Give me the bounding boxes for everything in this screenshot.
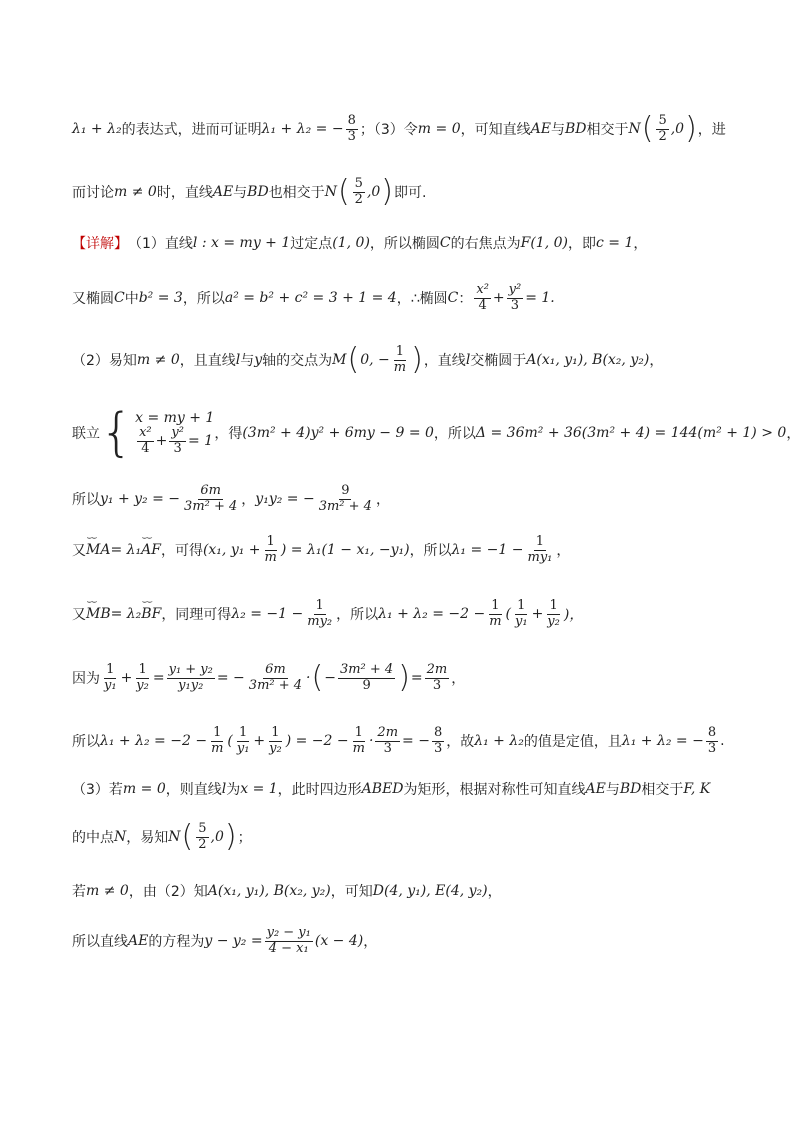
text: 轴的交点为	[262, 353, 333, 369]
math: x = my + 1	[135, 409, 215, 426]
math: C	[439, 235, 451, 251]
math: N	[324, 184, 337, 200]
text: ，即	[567, 236, 596, 252]
math: y	[254, 352, 263, 368]
math: a² = b² + c² = 3 + 1 = 4	[224, 290, 397, 306]
text-line-14	[72, 880, 732, 902]
fraction: $\frac{1}{\text{y₁}}$	[104, 661, 117, 693]
text: ，	[241, 492, 256, 508]
math: = −	[216, 670, 245, 686]
math: (x − 4)	[314, 933, 364, 949]
math: m ≠ 0	[86, 883, 129, 899]
math: l	[221, 781, 227, 797]
text: 所以	[72, 492, 100, 508]
text: （1）直线	[128, 236, 193, 252]
math: λ₂ = −1 −	[231, 606, 304, 622]
math: λ₁ + λ₂ = −	[621, 733, 704, 749]
text: ：	[458, 291, 473, 307]
text-line-12	[72, 778, 732, 800]
text: ，所以椭圆	[369, 236, 440, 252]
text: ，可知直线	[460, 122, 531, 138]
math: = 1	[187, 433, 214, 449]
text: ，	[487, 884, 502, 900]
math: ) = −2 −	[285, 733, 349, 749]
text: 为矩形，根据对称性可知直线	[403, 782, 586, 798]
text: 交椭圆于	[470, 353, 527, 369]
fraction: $\frac{5}{2}$	[354, 175, 363, 207]
text: 与	[605, 782, 620, 798]
text: 的方程为	[148, 934, 205, 950]
math: Δ = 36m² + 36(3m² + 4) = 144(m² + 1) > 0	[475, 425, 787, 441]
fraction: $\frac{1}{\text{y₂}}$	[269, 724, 282, 756]
text: ，	[375, 492, 390, 508]
fraction: $\frac{\text{y₁ + y₂}}{\text{y₁y₂}}$	[168, 661, 213, 693]
fraction: $\frac{\text{y²}}{3}$	[508, 281, 522, 313]
fraction: $\frac{6m}{\text{3m² + 4}}$	[184, 482, 238, 514]
text: 的值是定值，且	[523, 734, 622, 750]
text: （3）若	[72, 782, 123, 798]
text: 与	[240, 353, 255, 369]
math: 0, −	[360, 352, 390, 368]
math: AE	[212, 184, 234, 200]
text: ，	[451, 671, 466, 687]
math: BD	[619, 781, 642, 797]
text: ，可得	[160, 543, 203, 559]
paren: )	[411, 342, 423, 377]
fraction: $\frac{\text{y²}}{3}$	[171, 424, 184, 456]
math: = λ₂	[110, 606, 142, 622]
math: +	[492, 290, 505, 306]
text: ，	[363, 934, 378, 950]
math: (x₁, y₁ +	[202, 542, 261, 558]
math: ,0	[670, 121, 685, 137]
text: ，得	[214, 426, 243, 442]
math: ·	[306, 670, 311, 686]
brace: {	[100, 403, 134, 463]
math: BD	[564, 121, 587, 137]
math: = 1.	[525, 290, 555, 306]
fraction: $\frac{\text{3m² + 4}}{9}$	[339, 661, 394, 693]
fraction: $\frac{1}{m}$	[264, 533, 277, 565]
math: ·	[368, 733, 374, 749]
math: +	[120, 670, 133, 686]
vector: ⌣⌣ MA	[86, 542, 110, 558]
paren: (	[181, 819, 194, 854]
fraction: $\frac{1}{\text{y₁}}$	[236, 724, 250, 756]
math: l	[465, 352, 471, 368]
fraction: $\frac{8}{3}$	[347, 112, 356, 144]
math: c = 1	[595, 235, 634, 251]
text: 而讨论	[72, 185, 114, 201]
math: λ₁ + λ₂ = −2 −	[378, 606, 486, 622]
math: AE	[128, 933, 149, 949]
text: ，由（2）知	[128, 884, 208, 900]
text: ，所以	[409, 543, 452, 559]
text: ，直线	[423, 353, 466, 369]
fraction: $\frac{1}{m}$	[393, 343, 407, 375]
math: =	[410, 670, 423, 686]
paren: )	[224, 819, 237, 854]
text: .	[720, 733, 725, 749]
text: 的中点	[72, 830, 114, 846]
text: 又	[72, 607, 86, 623]
text: 过定点	[290, 236, 333, 252]
fraction: $\frac{1}{m}$	[211, 724, 224, 756]
math: ,0	[366, 184, 381, 200]
text-line-2	[72, 172, 732, 212]
text: 所以	[72, 734, 100, 750]
text-line-9	[72, 594, 732, 634]
text-line-10	[72, 656, 732, 700]
text-line-6	[72, 398, 800, 468]
fraction: $\frac{2m}{3}$	[377, 724, 399, 756]
text: ，	[633, 236, 648, 252]
text: 与	[550, 122, 565, 138]
text: ，同理可得	[161, 607, 232, 623]
text: 中	[124, 291, 139, 307]
text: ，则直线	[165, 782, 222, 798]
math: +	[155, 433, 168, 449]
math: F(1, 0)	[520, 235, 568, 251]
text: 又椭圆	[72, 291, 114, 307]
fraction: $\frac{1}{\text{y₂}}$	[136, 661, 149, 693]
vector: ⌣⌣ MB	[86, 606, 111, 622]
text: 也相交于	[268, 185, 325, 201]
text: ；	[237, 830, 252, 846]
text: 相交于	[586, 122, 629, 138]
text: 所以直线	[72, 934, 128, 950]
text: 为	[226, 782, 241, 798]
math: ) = λ₁(1 − x₁, −y₁)	[280, 542, 410, 558]
paren: (	[347, 342, 360, 377]
fraction: $\frac{9}{\text{3m² + 4}}$	[318, 482, 372, 514]
math: BD	[247, 184, 269, 200]
math: N	[628, 121, 641, 137]
math: =	[152, 670, 165, 686]
text: 的右焦点为	[450, 236, 521, 252]
fraction: $\frac{8}{3}$	[433, 724, 443, 756]
math: N	[168, 829, 181, 845]
math: λ₁ + λ₂	[474, 733, 524, 749]
math: −	[324, 670, 336, 686]
paren: )	[398, 660, 410, 695]
text: ，	[556, 543, 571, 559]
math: N	[114, 829, 127, 845]
math: M	[332, 352, 347, 368]
text-line-8	[72, 530, 732, 570]
math: m = 0	[122, 781, 166, 797]
text: 的表达式，进而可证明	[121, 122, 262, 138]
math: b² = 3	[138, 290, 183, 306]
paren: (	[641, 111, 654, 146]
text-line-15	[72, 920, 732, 962]
math: +	[253, 733, 266, 749]
text: 因为	[72, 671, 100, 687]
paren: )	[381, 174, 394, 209]
paren: )	[685, 111, 697, 146]
vector: ⌣⌣ BF	[141, 606, 161, 622]
fraction: $\frac{1}{m}$	[489, 597, 502, 629]
text: ，	[649, 353, 664, 369]
text: 时，直线	[156, 185, 213, 201]
math: = −	[402, 733, 430, 749]
text: 若	[72, 884, 86, 900]
equation-system	[135, 410, 214, 457]
math: C	[447, 290, 459, 306]
text: （2）易知	[72, 353, 137, 369]
text: ，易知	[126, 830, 169, 846]
text: ；（3）令	[359, 122, 418, 138]
paren: (	[337, 174, 350, 209]
math: (3m² + 4)y² + 6my − 9 = 0	[242, 425, 434, 441]
text-line-11	[72, 720, 732, 762]
fraction: $\frac{5}{2}$	[658, 112, 667, 144]
text: ，且直线	[179, 353, 236, 369]
math: C	[114, 290, 125, 306]
fraction: $\frac{\text{x²}}{4}$	[139, 424, 152, 456]
vector: ⌣⌣ AF	[141, 542, 161, 558]
fraction: $\frac{8}{3}$	[707, 724, 717, 756]
fraction: $\frac{1}{\text{my₁}}$	[527, 533, 553, 565]
text-line-4	[72, 278, 732, 318]
math: x = 1	[240, 781, 278, 797]
fraction: $\frac{\text{x²}}{4}$	[476, 281, 489, 313]
text: ，∴椭圆	[396, 291, 448, 307]
text: ，可知	[330, 884, 373, 900]
text: 相交于	[641, 782, 684, 798]
math: A(x₁, y₁), B(x₂, y₂)	[526, 352, 650, 368]
math: +	[531, 606, 544, 622]
math: m = 0	[417, 121, 461, 137]
fraction: $\frac{5}{2}$	[198, 820, 207, 852]
paren: (	[311, 660, 324, 695]
fraction: $\frac{1}{\text{my₂}}$	[307, 597, 333, 629]
text: 又	[72, 543, 86, 559]
text: ，所以	[182, 291, 225, 307]
text: ，故	[446, 734, 475, 750]
math: l	[235, 352, 241, 368]
text-line-7	[72, 480, 732, 518]
math: λ₁ = −1 −	[451, 542, 524, 558]
math: y₁ + y₂ = −	[100, 491, 181, 507]
text: ，进	[697, 122, 726, 138]
text-line-13	[72, 816, 732, 858]
math: y₁y₂ = −	[255, 491, 315, 507]
fraction: $\frac{1}{\text{y₂}}$	[547, 597, 560, 629]
math: F, K	[683, 781, 711, 797]
math: (1, 0)	[332, 235, 370, 251]
fraction: $\frac{1}{m}$	[352, 724, 365, 756]
text: 即可.	[394, 185, 427, 201]
text: ，所以	[336, 607, 379, 623]
fraction: $\frac{6m}{\text{3m² + 4}}$	[248, 661, 303, 693]
math: l : x = my + 1	[192, 235, 291, 251]
math: ABED	[361, 781, 404, 797]
math: (	[227, 733, 233, 749]
math: λ₁ + λ₂	[72, 121, 122, 137]
math: )，	[563, 607, 584, 623]
math: m ≠ 0	[136, 352, 180, 368]
math: = λ₁	[110, 542, 142, 558]
detail-tag: 【详解】	[72, 236, 128, 252]
fraction: $\frac{2m}{3}$	[426, 661, 448, 693]
math: ,0	[210, 829, 224, 845]
text-line-1	[72, 112, 732, 146]
text-line-5	[72, 338, 732, 382]
math: (	[505, 606, 511, 622]
text: ，所以	[433, 426, 476, 442]
text: ，	[786, 426, 800, 442]
math: A(x₁, y₁), B(x₂, y₂)	[207, 883, 331, 899]
text: 联立	[72, 426, 100, 442]
text-line-3	[72, 232, 732, 254]
math: m ≠ 0	[114, 184, 157, 200]
fraction: $\frac{1}{\text{y₁}}$	[515, 597, 528, 629]
math: AE	[530, 121, 551, 137]
text: ，此时四边形	[277, 782, 362, 798]
math: λ₁ + λ₂ = −	[261, 121, 344, 137]
math: λ₁ + λ₂ = −2 −	[100, 733, 208, 749]
fraction: $\frac{\text{y₂ − y₁}}{\text{4 − x₁}}$	[266, 924, 311, 956]
math: AE	[585, 781, 606, 797]
text: 与	[233, 185, 248, 201]
math: D(4, y₁), E(4, y₂)	[372, 883, 488, 899]
math: y − y₂ =	[204, 933, 263, 949]
